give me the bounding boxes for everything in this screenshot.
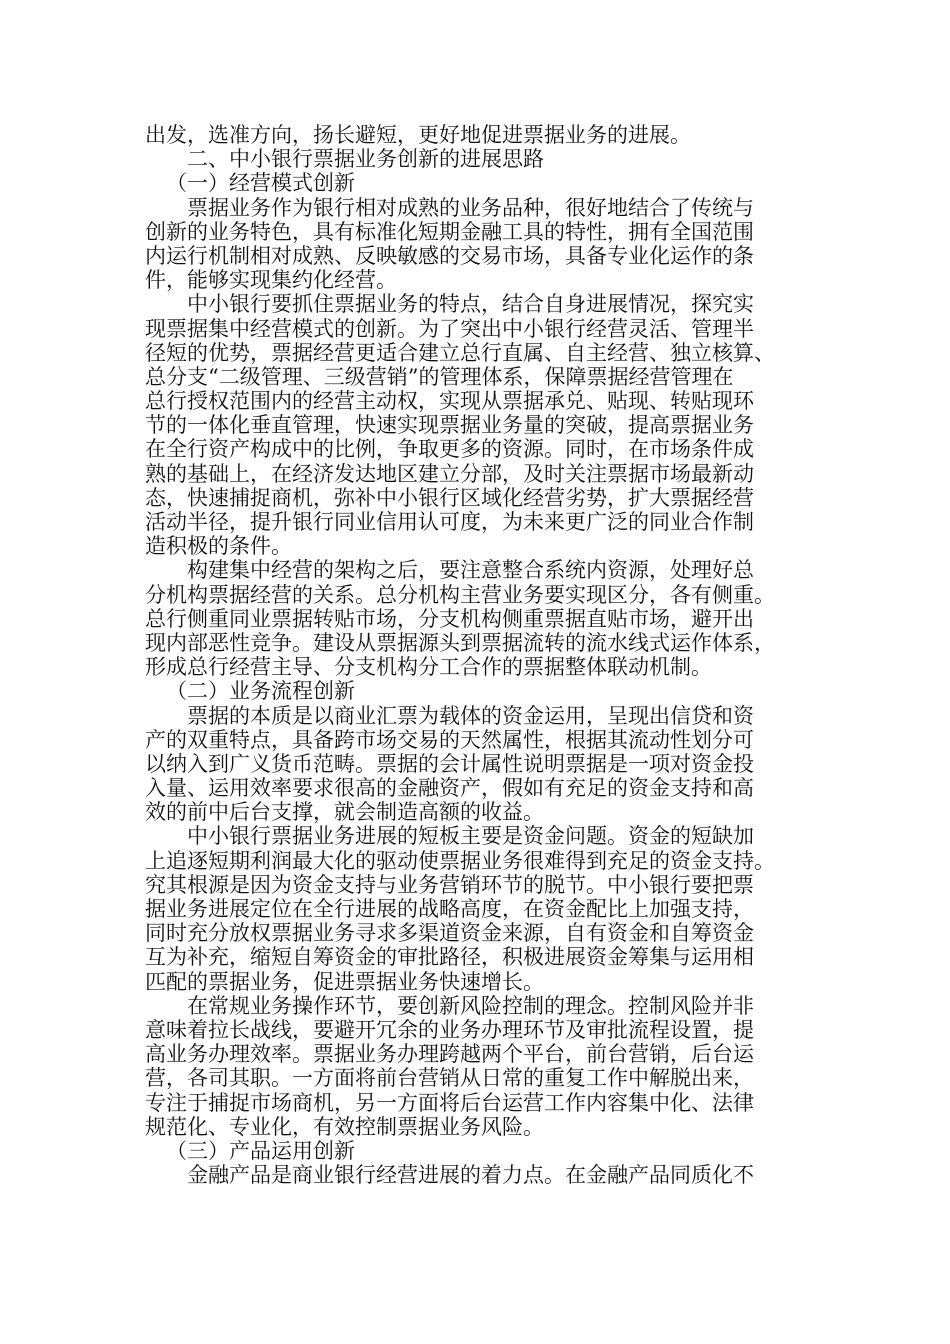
text-line: 效的前中后台支撑，就会制造高额的收益。 [145, 800, 544, 825]
text-line: 态，快速捕捉商机，弥补中小银行区域化经营劣势，扩大票据经营 [145, 485, 754, 510]
paragraph-first-line: 构建集中经营的架构之后，要注意整合系统内资源，处理好总 [187, 558, 754, 583]
text-line: 内运行机制相对成熟、反映敏感的交易市场，具备专业化运作的条 [145, 243, 754, 268]
text-line: 总分支“二级管理、三级营销”的管理体系，保障票据经营管理在 [145, 364, 734, 389]
text-line: 现票据集中经营模式的创新。为了突出中小银行经营灵活、管理半 [145, 316, 754, 341]
document-body [145, 123, 810, 1187]
paragraph-first-line: 金融产品是商业银行经营进展的着力点。在金融产品同质化不 [187, 1163, 754, 1188]
text-line: 创新的业务特色，具有标准化短期金融工具的特性，拥有全国范围 [145, 219, 754, 244]
text-line: 形成总行经营主导、分支机构分工合作的票据整体联动机制。 [145, 655, 712, 680]
subsection-heading: （一）经营模式创新 [166, 171, 355, 196]
text-line: 节的一体化垂直管理，快速实现票据业务量的突破，提高票据业务 [145, 413, 754, 438]
text-line: 活动半径，提升银行同业信用认可度，为未来更广泛的同业合作制 [145, 510, 754, 534]
text-line: 匹配的票据业务，促进票据业务快速增长。 [145, 969, 544, 994]
text-line: 径短的优势，票据经营更适合建立总行直属、自主经营、独立核算、 [145, 340, 775, 365]
text-line: 在全行资产构成中的比例，争取更多的资源。同时，在市场条件成 [145, 437, 754, 462]
text-line: 现内部恶性竞争。建设从票据源头到票据流转的流水线式运作体系， [145, 630, 775, 655]
subsection-heading: （二）业务流程创新 [166, 679, 355, 704]
text-line: 意味着拉长战线，要避开冗余的业务办理环节及审批流程设置，提 [145, 1017, 754, 1042]
paragraph-first-line: 票据业务作为银行相对成熟的业务品种，很好地结合了传统与 [187, 195, 754, 220]
paragraph-first-line: 中小银行票据业务进展的短板主要是资金问题。资金的短缺加 [187, 824, 754, 849]
text-line: 分机构票据经营的关系。总分机构主营业务要实现区分，各有侧重。 [145, 582, 775, 607]
text-line: 究其根源是因为资金支持与业务营销环节的脱节。中小银行要把票 [145, 872, 754, 897]
text-line: 总行授权范围内的经营主动权，实现从票据承兑、贴现、转贴现环 [145, 389, 754, 414]
paragraph-first-line: 在常规业务操作环节，要创新风险控制的理念。控制风险并非 [187, 993, 754, 1018]
text-line: 高业务办理效率。票据业务办理跨越两个平台，前台营销，后台运 [145, 1042, 754, 1067]
text-line: 件，能够实现集约化经营。 [145, 268, 397, 293]
text-line: 入量、运用效率要求很高的金融资产，假如有充足的资金支持和高 [145, 776, 754, 801]
text-line: 互为补充，缩短自筹资金的审批路径，积极进展资金筹集与运用相 [145, 945, 754, 970]
paragraph-first-line: 中小银行要抓住票据业务的特点，结合自身进展情况，探究实 [187, 292, 754, 317]
text-line: 熟的基础上，在经济发达地区建立分部，及时关注票据市场最新动 [145, 461, 754, 486]
text-line: 造积极的条件。 [145, 534, 292, 559]
subsection-heading: （三）产品运用创新 [166, 1138, 355, 1163]
paragraph-first-line: 票据的本质是以商业汇票为载体的资金运用，呈现出信贷和资 [187, 703, 754, 728]
text-line: 营，各司其职。一方面将前台营销从日常的重复工作中解脱出来， [145, 1066, 754, 1091]
text-line: 规范化、专业化，有效控制票据业务风险。 [145, 1114, 544, 1139]
text-line: 产的双重特点，具备跨市场交易的天然属性，根据其流动性划分可 [145, 727, 754, 752]
text-line: 出发，选准方向，扬长避短，更好地促进票据业务的进展。 [145, 123, 691, 147]
section-heading: 二、中小银行票据业务创新的进展思路 [187, 147, 544, 172]
text-line: 总行侧重同业票据转贴市场，分支机构侧重票据直贴市场，避开出 [145, 606, 754, 631]
text-line: 上追逐短期利润最大化的驱动使票据业务很难得到充足的资金支持。 [145, 848, 775, 873]
text-line: 专注于捕捉市场商机，另一方面将后台运营工作内容集中化、法律 [145, 1090, 754, 1115]
text-line: 以纳入到广义货币范畴。票据的会计属性说明票据是一项对资金投 [145, 751, 754, 776]
text-line: 据业务进展定位在全行进展的战略高度，在资金配比上加强支持， [145, 897, 754, 921]
text-line: 同时充分放权票据业务寻求多渠道资金来源，自有资金和自筹资金 [145, 921, 754, 946]
